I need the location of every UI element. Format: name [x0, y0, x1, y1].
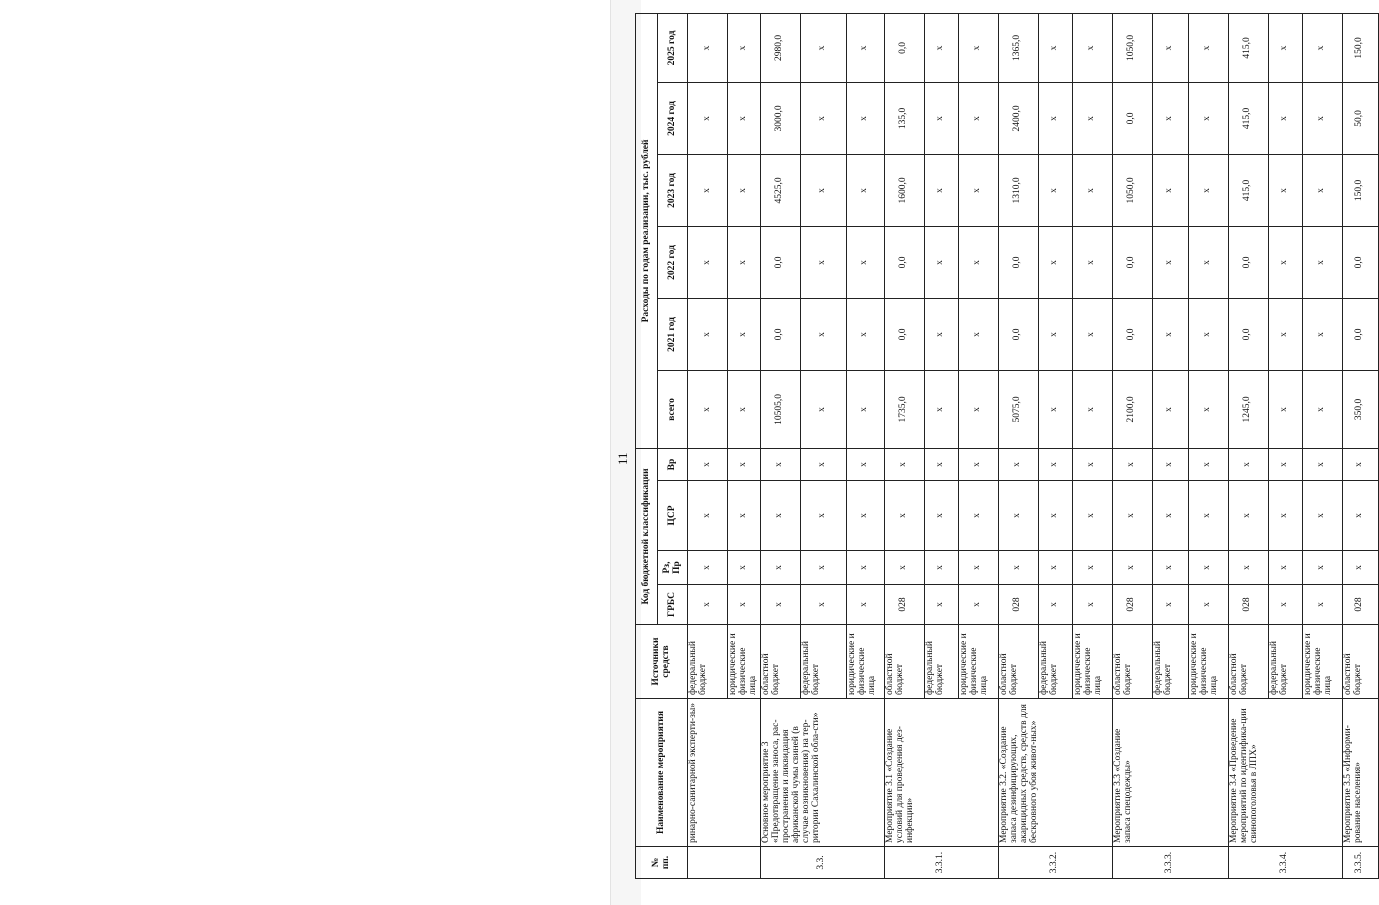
table-cell: х	[800, 585, 846, 625]
table-cell: х	[1188, 448, 1228, 480]
table-cell: 028	[884, 585, 924, 625]
table-cell: х	[728, 551, 761, 585]
funding-source: федеральный бюджет	[688, 625, 728, 699]
table-cell: х	[846, 551, 884, 585]
table-cell: 1245,0	[1228, 370, 1268, 448]
table-cell: х	[688, 481, 728, 551]
table-cell: 1735,0	[884, 370, 924, 448]
table-cell: х	[846, 448, 884, 480]
table-cell: х	[800, 154, 846, 226]
table-cell: 150,0	[1342, 13, 1378, 82]
table-cell: х	[958, 13, 998, 82]
table-cell: х	[884, 481, 924, 551]
row-number	[688, 847, 761, 879]
table-cell: 3000,0	[760, 82, 800, 154]
table-cell: х	[1038, 448, 1072, 480]
header-kbk: Код бюджетной классификации	[636, 448, 658, 624]
table-cell: х	[846, 370, 884, 448]
table-cell: х	[846, 82, 884, 154]
table-cell: х	[1188, 551, 1228, 585]
table-cell: х	[1072, 298, 1112, 370]
table-cell: 028	[1342, 585, 1378, 625]
header-name: Наименование мероприятия	[636, 699, 688, 847]
table-cell: х	[728, 82, 761, 154]
funding-source: юридические и физические лица	[1188, 625, 1228, 699]
table-cell: 5075,0	[998, 370, 1038, 448]
table-cell: х	[1268, 82, 1302, 154]
table-cell: х	[924, 154, 958, 226]
table-cell: х	[924, 585, 958, 625]
table-cell: х	[688, 370, 728, 448]
table-cell: х	[1038, 481, 1072, 551]
table-cell: х	[688, 13, 728, 82]
table-cell: х	[1302, 298, 1342, 370]
funding-source: федеральный бюджет	[1152, 625, 1188, 699]
header-2023: 2023 год	[658, 154, 688, 226]
table-cell: х	[1342, 551, 1378, 585]
header-source: Источники средств	[636, 625, 688, 699]
table-cell: х	[958, 448, 998, 480]
table-cell: х	[1188, 481, 1228, 551]
table-cell: 1600,0	[884, 154, 924, 226]
table-cell: 135,0	[884, 82, 924, 154]
table-cell: х	[1152, 448, 1188, 480]
table-cell: х	[1188, 82, 1228, 154]
row-number: 3.3.5.	[1342, 847, 1378, 879]
funding-source: областной бюджет	[760, 625, 800, 699]
row-number: 3.3.3.	[1112, 847, 1228, 879]
table-cell: 1310,0	[998, 154, 1038, 226]
table-cell: х	[800, 551, 846, 585]
table-cell: х	[958, 370, 998, 448]
table-cell: х	[1342, 448, 1378, 480]
table-cell: х	[1302, 481, 1342, 551]
funding-source: федеральный бюджет	[924, 625, 958, 699]
table-cell: 4525,0	[760, 154, 800, 226]
table-cell: 0,0	[884, 13, 924, 82]
table-cell: х	[1268, 154, 1302, 226]
header-vr: Вр	[658, 448, 688, 480]
table-cell: 2980,0	[760, 13, 800, 82]
table-cell: 1050,0	[1112, 13, 1152, 82]
table-cell: х	[1268, 226, 1302, 298]
header-2025: 2025 год	[658, 13, 688, 82]
table-cell: 2400,0	[998, 82, 1038, 154]
table-cell: 415,0	[1228, 82, 1268, 154]
header-expenses: Расходы по годам реализации, тыс. рублей	[636, 13, 658, 448]
funding-source: областной бюджет	[998, 625, 1038, 699]
table-row	[1112, 13, 1152, 878]
table-row	[998, 13, 1038, 878]
table-cell: 0,0	[884, 298, 924, 370]
table-cell: х	[1302, 154, 1342, 226]
table-cell: х	[800, 481, 846, 551]
table-cell: 350,0	[1342, 370, 1378, 448]
measure-name: Мероприятие 3.3 «Создание запаса спецодежды»	[1112, 699, 1228, 847]
table-cell: х	[846, 298, 884, 370]
table-cell: х	[1072, 551, 1112, 585]
table-cell: 0,0	[760, 226, 800, 298]
table-cell: х	[846, 13, 884, 82]
table-cell: х	[1038, 551, 1072, 585]
table-cell: х	[1188, 154, 1228, 226]
funding-source: федеральный бюджет	[800, 625, 846, 699]
row-number: 3.3.1.	[884, 847, 998, 879]
table-row	[1342, 13, 1378, 878]
table-cell: х	[1038, 585, 1072, 625]
table-cell: х	[800, 13, 846, 82]
table-cell: 150,0	[1342, 154, 1378, 226]
table-cell: х	[728, 298, 761, 370]
table-cell: х	[1072, 481, 1112, 551]
table-cell: х	[1268, 13, 1302, 82]
funding-source: областной бюджет	[884, 625, 924, 699]
table-cell: х	[728, 13, 761, 82]
table-cell: х	[924, 551, 958, 585]
table-cell: х	[1302, 370, 1342, 448]
table-cell: х	[1342, 481, 1378, 551]
table-cell: х	[1038, 13, 1072, 82]
table-cell: 0,0	[1342, 298, 1378, 370]
table-cell: х	[1072, 226, 1112, 298]
measure-name: Мероприятие 3.4 «Проведение мероприятий по идентифика-ции свинопоголовья в ЛПХ»	[1228, 699, 1342, 847]
table-cell: х	[688, 448, 728, 480]
table-cell: х	[1188, 585, 1228, 625]
table-cell: х	[1072, 370, 1112, 448]
table-cell: 1365,0	[998, 13, 1038, 82]
table-cell: х	[688, 82, 728, 154]
table-cell: х	[728, 481, 761, 551]
funding-source: федеральный бюджет	[1038, 625, 1072, 699]
table-cell: х	[846, 154, 884, 226]
measure-name: ринарно-санитарной эксперти-зы»	[688, 699, 761, 847]
table-cell: х	[1228, 448, 1268, 480]
table-cell: х	[1302, 82, 1342, 154]
table-cell: 0,0	[760, 298, 800, 370]
table-cell: 0,0	[998, 226, 1038, 298]
table-cell: х	[728, 585, 761, 625]
table-cell: х	[1188, 298, 1228, 370]
measure-name: Мероприятие 3.2. «Создание запаса дезинфицирующих, акарицидных средств, средств для бескровного убоя живот-ных»	[998, 699, 1112, 847]
table-cell: х	[846, 226, 884, 298]
table-row	[1228, 13, 1268, 878]
table-cell: х	[1038, 370, 1072, 448]
table-cell: х	[688, 298, 728, 370]
table-cell: х	[958, 298, 998, 370]
header-rzpr: Рз, Пр	[658, 551, 688, 585]
table-row	[688, 13, 728, 878]
table-cell: х	[924, 448, 958, 480]
table-cell: 415,0	[1228, 154, 1268, 226]
table-cell: х	[1152, 551, 1188, 585]
table-cell: х	[1072, 585, 1112, 625]
table-cell: х	[958, 585, 998, 625]
table-cell: 0,0	[1342, 226, 1378, 298]
table-cell: х	[800, 226, 846, 298]
table-cell: х	[760, 481, 800, 551]
table-cell: 0,0	[1112, 82, 1152, 154]
table-cell: х	[1268, 370, 1302, 448]
table-cell: 0,0	[1228, 226, 1268, 298]
table-cell: х	[1038, 298, 1072, 370]
table-cell: х	[1038, 154, 1072, 226]
table-cell: х	[924, 370, 958, 448]
table-cell: х	[760, 448, 800, 480]
table-cell: х	[924, 481, 958, 551]
page-number: 11	[615, 452, 630, 465]
header-grbs: ГРБС	[658, 585, 688, 625]
table-cell: х	[846, 585, 884, 625]
table-cell: х	[760, 551, 800, 585]
header-2024: 2024 год	[658, 82, 688, 154]
table-cell: х	[760, 585, 800, 625]
table-cell: 1050,0	[1112, 154, 1152, 226]
table-cell: х	[1152, 585, 1188, 625]
table-cell: х	[1038, 82, 1072, 154]
table-cell: х	[1072, 154, 1112, 226]
table-cell: х	[924, 298, 958, 370]
table-cell: х	[1302, 448, 1342, 480]
table-cell: х	[1038, 226, 1072, 298]
table-cell: х	[958, 226, 998, 298]
table-cell: х	[1112, 448, 1152, 480]
table-cell: х	[1152, 13, 1188, 82]
budget-table	[635, 13, 1379, 879]
funding-source: областной бюджет	[1342, 625, 1378, 699]
table-cell: х	[1188, 13, 1228, 82]
header-2021: 2021 год	[658, 298, 688, 370]
funding-source: юридические и физические лица	[1302, 625, 1342, 699]
header-num: № пп.	[636, 847, 688, 879]
measure-name: Мероприятие 3.5 «Информи-рование населения»	[1342, 699, 1378, 847]
table-body	[688, 13, 1379, 878]
table-cell: х	[924, 13, 958, 82]
row-number: 3.3.	[760, 847, 884, 879]
table-cell: х	[728, 448, 761, 480]
table-cell: х	[688, 226, 728, 298]
table-cell: х	[958, 154, 998, 226]
table-cell: 2100,0	[1112, 370, 1152, 448]
funding-source: юридические и физические лица	[1072, 625, 1112, 699]
table-cell: х	[924, 226, 958, 298]
table-cell: х	[1188, 226, 1228, 298]
table-cell: х	[1268, 551, 1302, 585]
table-cell: 415,0	[1228, 13, 1268, 82]
funding-source: федеральный бюджет	[1268, 625, 1302, 699]
table-cell: 028	[1228, 585, 1268, 625]
table-cell: х	[1302, 226, 1342, 298]
table-cell: 0,0	[1228, 298, 1268, 370]
table-cell: х	[1152, 370, 1188, 448]
table-cell: х	[1152, 298, 1188, 370]
table-cell: х	[688, 585, 728, 625]
table-cell: х	[1152, 481, 1188, 551]
table-cell: х	[1228, 551, 1268, 585]
table-cell: х	[1268, 585, 1302, 625]
table-cell: 028	[1112, 585, 1152, 625]
table-cell: х	[998, 448, 1038, 480]
funding-source: юридические и физические лица	[846, 625, 884, 699]
table-cell: х	[800, 298, 846, 370]
table-cell: х	[1112, 481, 1152, 551]
row-number: 3.3.4.	[1228, 847, 1342, 879]
table-cell: х	[1112, 551, 1152, 585]
table-cell: х	[958, 82, 998, 154]
table-cell: х	[958, 551, 998, 585]
measure-name: Основное мероприятие 3 «Предотвращение заноса, рас-пространения и ликвидация африканской чумы свиней (в случае возникновения) на тер-ритории Сахалинской обла-сти»	[760, 699, 884, 847]
table-cell: 0,0	[884, 226, 924, 298]
table-cell: х	[1072, 82, 1112, 154]
table-cell: х	[1188, 370, 1228, 448]
table-cell: х	[1152, 226, 1188, 298]
table-cell: х	[958, 481, 998, 551]
funding-source: юридические и физические лица	[728, 625, 761, 699]
table-cell: х	[800, 370, 846, 448]
table-cell: х	[1268, 448, 1302, 480]
table-cell: х	[1072, 13, 1112, 82]
header-total: всего	[658, 370, 688, 448]
table-cell: х	[1268, 481, 1302, 551]
table-cell: 0,0	[1112, 226, 1152, 298]
table-cell: х	[800, 448, 846, 480]
table-cell: х	[1302, 551, 1342, 585]
row-number: 3.3.2.	[998, 847, 1112, 879]
table-cell: 028	[998, 585, 1038, 625]
table-cell: 0,0	[998, 298, 1038, 370]
table-cell: х	[1152, 82, 1188, 154]
table-row	[884, 13, 924, 878]
header-2022: 2022 год	[658, 226, 688, 298]
table-cell: х	[800, 82, 846, 154]
table-cell: х	[728, 370, 761, 448]
header-csr: ЦСР	[658, 481, 688, 551]
table-cell: х	[728, 154, 761, 226]
rotated-sheet	[603, 6, 1365, 891]
table-cell: х	[688, 551, 728, 585]
funding-source: областной бюджет	[1228, 625, 1268, 699]
table-cell: х	[998, 551, 1038, 585]
measure-name: Мероприятие 3.1 «Создание условий для проведения дез-инфекции»	[884, 699, 998, 847]
table-cell: х	[846, 481, 884, 551]
table-cell: 0,0	[1112, 298, 1152, 370]
table-cell: х	[1268, 298, 1302, 370]
table-cell: 50,0	[1342, 82, 1378, 154]
table-cell: х	[924, 82, 958, 154]
funding-source: юридические и физические лица	[958, 625, 998, 699]
table-cell: х	[1302, 585, 1342, 625]
table-cell: х	[1228, 481, 1268, 551]
table-cell: х	[884, 448, 924, 480]
table-cell: х	[1072, 448, 1112, 480]
table-cell: х	[1152, 154, 1188, 226]
table-cell: х	[688, 154, 728, 226]
table-cell: х	[998, 481, 1038, 551]
table-row	[760, 13, 800, 878]
table-cell: х	[884, 551, 924, 585]
funding-source: областной бюджет	[1112, 625, 1152, 699]
table-cell: х	[728, 226, 761, 298]
table-cell: 10505,0	[760, 370, 800, 448]
table-cell: х	[1302, 13, 1342, 82]
